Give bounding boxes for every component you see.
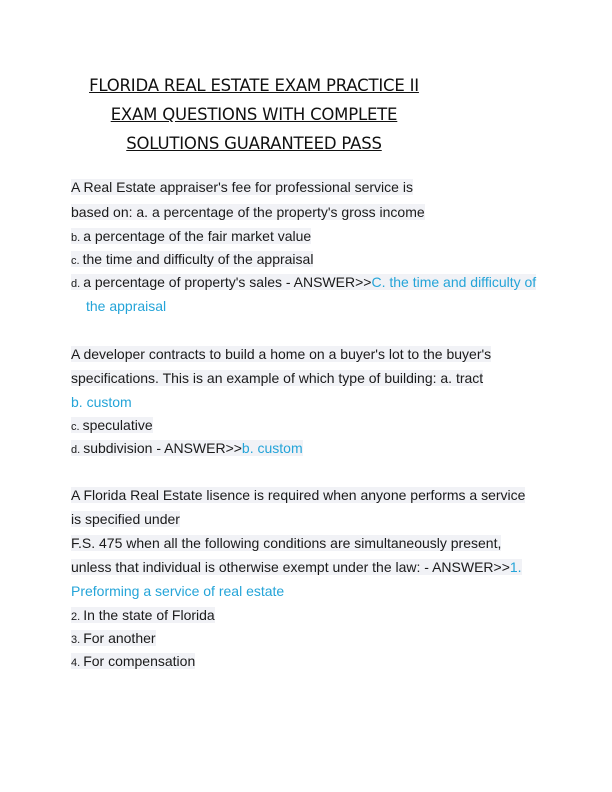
q3-answer-continued: Preforming a service of real estate [71,583,285,599]
q1-stem-line-2: based on: a. a percentage of the property's gross income [71,204,425,220]
item-marker: 3. [71,634,81,646]
option-text: speculative [82,417,153,433]
item-marker: 2. [71,611,81,623]
item-text: In the state of Florida [83,607,215,623]
q1-answer-continued: the appraisal [86,298,167,314]
option-text: a percentage of the fair market value [83,228,312,244]
q3-item-4 [71,653,195,669]
item-marker: 4. [71,657,81,669]
option-marker: c. [71,255,80,267]
q1-option-d [71,274,536,290]
option-text: subdivision - ANSWER>> [83,440,242,456]
answer-text: C. the time and difficulty of [371,274,537,290]
document-title-line-2: EXAM QUESTIONS WITH COMPLETE [110,105,398,124]
q3-stem-line-4: unless that individual is otherwise exempt under the law: - ANSWER>>1. [71,559,522,575]
q1-stem-line-1: A Real Estate appraiser's fee for professional service is [71,179,413,195]
q2-option-b: b. custom [71,394,132,410]
q3-stem-line-1: A Florida Real Estate lisence is required when anyone performs a service [71,487,526,503]
option-marker: d. [71,444,81,456]
q3-stem-line-3: F.S. 475 when all the following conditions are simultaneously present, [71,535,502,551]
option-marker: c. [71,421,80,433]
item-text: For compensation [83,653,196,669]
document-title-line-1: FLORIDA REAL ESTATE EXAM PRACTICE II [89,76,419,95]
q2-option-c [71,417,153,433]
q2-stem-line-2: specifications. This is an example of which type of building: a. tract [71,370,484,386]
q2-stem-line-1: A developer contracts to build a home on a buyer's lot to the buyer's [71,346,492,362]
option-marker: b. [71,232,81,244]
q2-option-d [71,440,303,456]
q1-option-b [71,228,311,244]
option-marker: d. [71,278,81,290]
option-text: the time and difficulty of the appraisal [82,251,314,267]
q3-item-3 [71,630,156,646]
document-title-line-3: SOLUTIONS GUARANTEED PASS [126,134,382,153]
answer-text: b. custom [241,440,303,456]
option-text: a percentage of property's sales - ANSWER>> [83,274,372,290]
q3-stem-line-2: is specified under [71,511,180,527]
answer-text: 1. [509,559,522,575]
item-text: For another [83,630,156,646]
q1-option-c [71,251,313,267]
q3-item-2 [71,607,215,623]
